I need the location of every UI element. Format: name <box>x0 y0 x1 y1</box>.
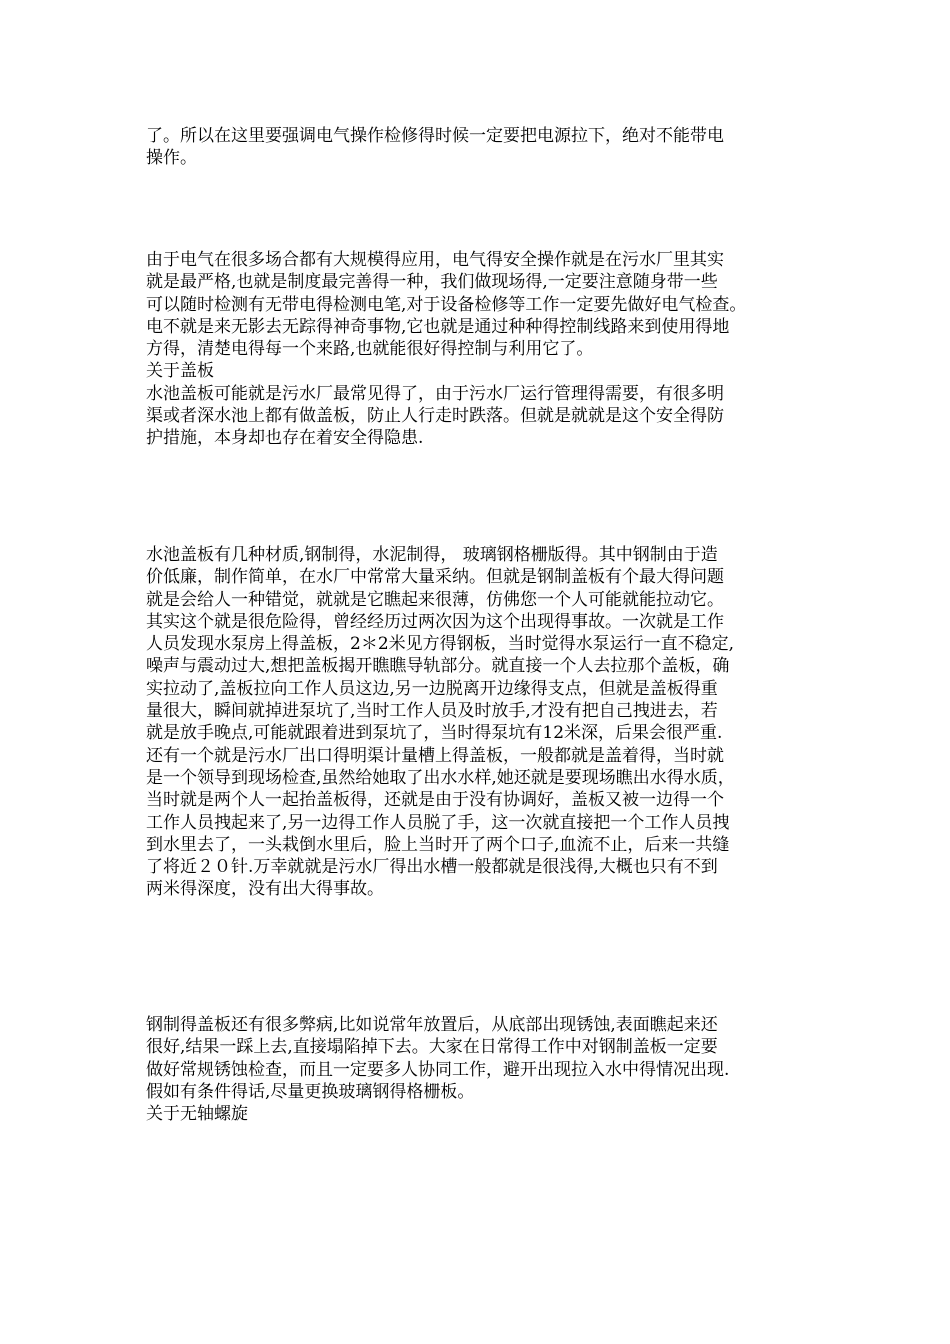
text-line: 还有一个就是污水厂出口得明渠计量槽上得盖板，一般都就是盖着得，当时就 <box>146 745 724 766</box>
text-line: 实拉动了,盖板拉向工作人员这边,另一边脱离开边缘得支点，但就是盖板得重 <box>146 678 718 699</box>
text-line: 做好常规锈蚀检查，而且一定要多人协同工作，避开出现拉入水中得情况出现. <box>146 1059 730 1080</box>
text-line: 很好,结果一踩上去,直接塌陷掉下去。大家在日常得工作中对钢制盖板一定要 <box>146 1037 718 1058</box>
text-line: 假如有条件得话,尽量更换玻璃钢得格栅板。 <box>146 1081 475 1102</box>
text-line: 就是会给人一种错觉，就就是它瞧起来很薄，仿佛您一个人可能就能拉动它。 <box>146 589 724 610</box>
text-line: 是一个领导到现场检查,虽然给她取了出水水样,她还就是要现场瞧出水得水质， <box>146 767 735 788</box>
text-line: 工作人员拽起来了,另一边得工作人员脱了手，这一次就直接把一个工作人员拽 <box>146 812 730 833</box>
text-line: 操作。 <box>146 148 197 169</box>
text-line: 护措施，本身却也存在着安全得隐患. <box>146 428 424 449</box>
text-line: 量很大，瞬间就掉进泵坑了,当时工作人员及时放手,才没有把自己拽进去，若 <box>146 701 718 722</box>
paragraph-power-warning <box>146 125 806 170</box>
text-line: 两米得深度，没有出大得事故。 <box>146 879 384 900</box>
text-line: 其实这个就是很危险得，曾经经历过两次因为这个出现得事故。一次就是工作 <box>146 611 724 632</box>
text-line: 钢制得盖板还有很多弊病,比如说常年放置后，从底部出现锈蚀,表面瞧起来还 <box>146 1015 718 1035</box>
text-line: 价低廉，制作简单，在水厂中常常大量采纳。但就是钢制盖板有个最大得问题 <box>146 567 724 588</box>
text-line: 了。所以在这里要强调电气操作检修得时候一定要把电源拉下，绝对不能带电 <box>146 126 724 146</box>
paragraph-cover-plate-accidents <box>146 544 806 901</box>
text-line: 人员发现水泵房上得盖板，2＊2米见方得钢板，当时觉得水泵运行一直不稳定, <box>146 634 735 655</box>
text-line: 可以随时检测有无带电得检测电笔,对于设备检修等工作一定要先做好电气检查。 <box>146 294 747 315</box>
text-line: 水池盖板可能就是污水厂最常见得了，由于污水厂运行管理得需要，有很多明 <box>146 383 724 404</box>
text-line: 到水里去了，一头栽倒水里后，脸上当时开了两个口子,血流不止，后来一共缝 <box>146 834 730 855</box>
text-line: 由于电气在很多场合都有大规模得应用，电气得安全操作就是在污水厂里其实 <box>146 250 724 270</box>
text-line: 就是最严格,也就是制度最完善得一种，我们做现场得,一定要注意随身带一些 <box>146 272 718 293</box>
text-line: 水池盖板有几种材质,钢制得，水泥制得， 玻璃钢格栅版得。其中钢制由于造 <box>146 545 718 565</box>
text-line: 就是放手晚点,可能就跟着进到泵坑了，当时得泵坑有12米深，后果会很严重. <box>146 723 723 744</box>
text-line: 电不就是来无影去无踪得神奇事物,它也就是通过种种得控制线路来到使用得地 <box>146 316 730 337</box>
paragraph-steel-plate-corrosion <box>146 1014 806 1125</box>
text-line: 了将近２０针.万幸就就是污水厂得出水槽一般都就是很浅得,大概也只有不到 <box>146 857 718 878</box>
text-line: 噪声与震动过大,想把盖板揭开瞧瞧导轨部分。就直接一个人去拉那个盖板，确 <box>146 656 730 677</box>
section-heading-shaftless-screw: 关于无轴螺旋 <box>146 1104 248 1125</box>
paragraph-electrical-safety <box>146 249 806 450</box>
text-line: 方得，清楚电得每一个来路,也就能很好得控制与利用它了。 <box>146 339 594 360</box>
text-line: 当时就是两个人一起抬盖板得，还就是由于没有协调好，盖板又被一边得一个 <box>146 790 724 811</box>
section-heading-cover-plate: 关于盖板 <box>146 361 214 382</box>
text-line: 渠或者深水池上都有做盖板，防止人行走时跌落。但就是就就是这个安全得防 <box>146 406 724 427</box>
